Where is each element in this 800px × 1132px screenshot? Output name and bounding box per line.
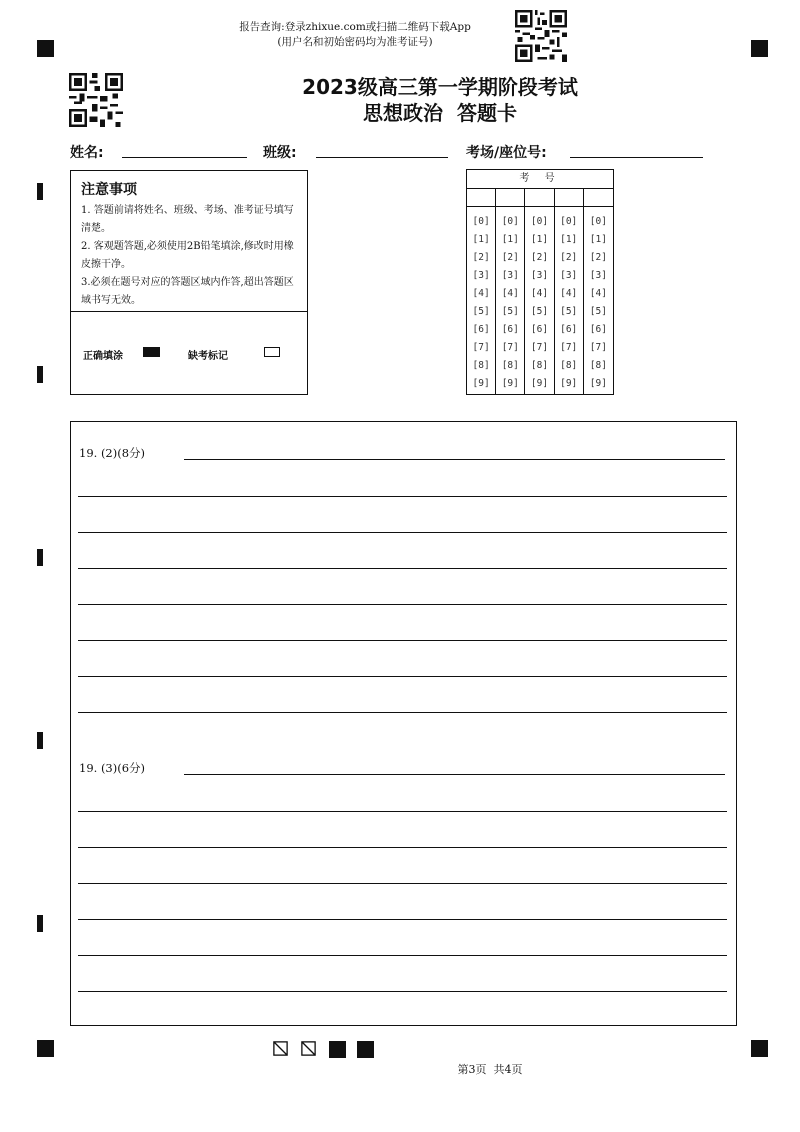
timing-mark	[37, 549, 43, 566]
digit-bubble[interactable]: [9]	[560, 378, 578, 389]
correct-fill-sample	[143, 347, 160, 357]
exam-number-column	[525, 188, 554, 394]
notice-item: 2. 客观题答题,必须使用2B铅笔填涂,修改时用橡皮擦干净。	[81, 241, 294, 270]
digit-bubble[interactable]: [3]	[472, 270, 490, 281]
exam-number-column	[496, 188, 525, 394]
notice-box	[70, 170, 308, 395]
digit-bubble[interactable]: [0]	[589, 216, 607, 227]
digit-bubble[interactable]: [3]	[530, 270, 549, 281]
qr-code-icon	[515, 10, 567, 62]
answer-line[interactable]	[78, 883, 727, 884]
digit-bubble[interactable]: [3]	[560, 270, 578, 281]
digit-bubble[interactable]: [2]	[472, 252, 490, 263]
digit-bubble[interactable]: [1]	[472, 234, 490, 245]
digit-bubble[interactable]: [3]	[589, 270, 607, 281]
digit-bubble[interactable]: [8]	[472, 360, 490, 371]
login-hint-text: (用户名和初始密码均为准考证号)	[277, 36, 433, 48]
digit-bubble[interactable]: [0]	[501, 216, 519, 227]
digit-bubble[interactable]: [9]	[472, 378, 490, 389]
answer-line[interactable]	[78, 496, 727, 497]
digit-bubble[interactable]: [4]	[560, 288, 578, 299]
question-label: 19. (3)(6分)	[79, 761, 146, 775]
answer-line[interactable]	[78, 604, 727, 605]
digit-bubble[interactable]: [0]	[472, 216, 490, 227]
name-label: 姓名:	[70, 145, 104, 161]
answer-line[interactable]	[78, 991, 727, 992]
answer-line[interactable]	[78, 712, 727, 713]
digit-bubble[interactable]: [8]	[589, 360, 607, 371]
notice-divider	[71, 311, 307, 312]
answer-line[interactable]	[78, 568, 727, 569]
exam-number-write-cell[interactable]	[555, 188, 583, 207]
exam-number-column	[467, 188, 496, 394]
timing-mark	[37, 915, 43, 932]
digit-bubble[interactable]: [7]	[589, 342, 607, 353]
digit-bubble[interactable]: [7]	[560, 342, 578, 353]
digit-bubble[interactable]: [6]	[530, 324, 549, 335]
digit-bubble[interactable]: [5]	[589, 306, 607, 317]
room-seat-field[interactable]	[570, 157, 703, 158]
page-code-slash-box	[301, 1041, 316, 1056]
exam-number-write-cell[interactable]	[467, 188, 495, 207]
notice-item: 3.必须在题号对应的答题区域内作答,超出答题区域书写无效。	[81, 277, 294, 306]
digit-bubble[interactable]: [5]	[530, 306, 549, 317]
answer-line[interactable]	[78, 811, 727, 812]
digit-bubble[interactable]: [7]	[501, 342, 519, 353]
digit-bubble[interactable]: [1]	[560, 234, 578, 245]
digit-bubble[interactable]: [0]	[560, 216, 578, 227]
timing-mark	[37, 366, 43, 383]
room-seat-label: 考场/座位号:	[466, 145, 547, 161]
notice-item: 1. 答题前请将姓名、班级、考场、准考证号填写清楚。	[81, 205, 294, 234]
digit-bubble[interactable]: [5]	[560, 306, 578, 317]
report-query-text: 报告查询:登录zhixue.com或扫描二维码下载App	[239, 21, 471, 33]
answer-line[interactable]	[78, 532, 727, 533]
digit-bubble[interactable]: [1]	[501, 234, 519, 245]
exam-number-column	[584, 188, 613, 394]
corner-mark-top-right	[751, 40, 768, 57]
digit-bubble[interactable]: [6]	[472, 324, 490, 335]
digit-bubble[interactable]: [8]	[530, 360, 549, 371]
digit-bubble[interactable]: [7]	[472, 342, 490, 353]
question-label: 19. (2)(8分)	[79, 446, 146, 460]
exam-number-write-cell[interactable]	[525, 188, 553, 207]
corner-mark-bottom-left	[37, 1040, 54, 1057]
exam-number-title: 考 号	[467, 170, 613, 189]
name-field[interactable]	[122, 157, 247, 158]
digit-bubble[interactable]: [2]	[560, 252, 578, 263]
digit-bubble[interactable]: [4]	[589, 288, 607, 299]
page-code-filled-box	[329, 1041, 346, 1058]
digit-bubble[interactable]: [2]	[589, 252, 607, 263]
answer-line[interactable]	[78, 676, 727, 677]
digit-bubble[interactable]: [9]	[589, 378, 607, 389]
notice-title: 注意事项	[81, 182, 137, 198]
page-number: 第3页 共4页	[457, 1063, 523, 1076]
answer-line[interactable]	[184, 774, 725, 775]
digit-bubble[interactable]: [4]	[501, 288, 519, 299]
digit-bubble[interactable]: [4]	[472, 288, 490, 299]
qr-code-icon	[69, 73, 123, 127]
digit-bubble[interactable]: [4]	[530, 288, 549, 299]
correct-fill-label: 正确填涂	[83, 351, 123, 362]
digit-bubble[interactable]: [9]	[530, 378, 549, 389]
answer-line[interactable]	[78, 847, 727, 848]
timing-mark	[37, 183, 43, 200]
exam-title	[240, 74, 640, 126]
answer-line[interactable]	[78, 919, 727, 920]
corner-mark-top-left	[37, 40, 54, 57]
answer-line[interactable]	[184, 459, 725, 460]
answer-line[interactable]	[78, 640, 727, 641]
digit-bubble[interactable]: [3]	[501, 270, 519, 281]
timing-mark	[37, 732, 43, 749]
class-field[interactable]	[316, 157, 448, 158]
digit-bubble[interactable]: [6]	[501, 324, 519, 335]
absent-mark-box[interactable]	[264, 347, 280, 357]
exam-number-column	[555, 188, 584, 394]
digit-bubble[interactable]: [6]	[560, 324, 578, 335]
digit-bubble[interactable]: [1]	[530, 234, 549, 245]
absent-mark-label: 缺考标记	[188, 351, 228, 362]
title-line-1: 2023级高三第一学期阶段考试	[302, 75, 578, 99]
digit-bubble[interactable]: [8]	[560, 360, 578, 371]
digit-bubble[interactable]: [2]	[530, 252, 549, 263]
page-code-filled-box	[357, 1041, 374, 1058]
digit-bubble[interactable]: [1]	[589, 234, 607, 245]
answer-area	[70, 421, 737, 1026]
digit-bubble[interactable]: [6]	[589, 324, 607, 335]
digit-bubble[interactable]: [2]	[501, 252, 519, 263]
digit-bubble[interactable]: [7]	[530, 342, 549, 353]
exam-number-write-cell[interactable]	[584, 188, 613, 207]
answer-line[interactable]	[78, 955, 727, 956]
corner-mark-bottom-right	[751, 1040, 768, 1057]
class-label: 班级:	[263, 145, 297, 161]
page-code-slash-box	[273, 1041, 288, 1056]
digit-bubble[interactable]: [9]	[501, 378, 519, 389]
digit-bubble[interactable]: [5]	[472, 306, 490, 317]
digit-bubble[interactable]: [8]	[501, 360, 519, 371]
report-query-note	[200, 20, 510, 50]
digit-bubble[interactable]: [0]	[530, 216, 549, 227]
exam-number-write-cell[interactable]	[496, 188, 524, 207]
title-line-2: 思想政治 答题卡	[363, 101, 517, 125]
digit-bubble[interactable]: [5]	[501, 306, 519, 317]
exam-number-grid	[466, 169, 614, 395]
